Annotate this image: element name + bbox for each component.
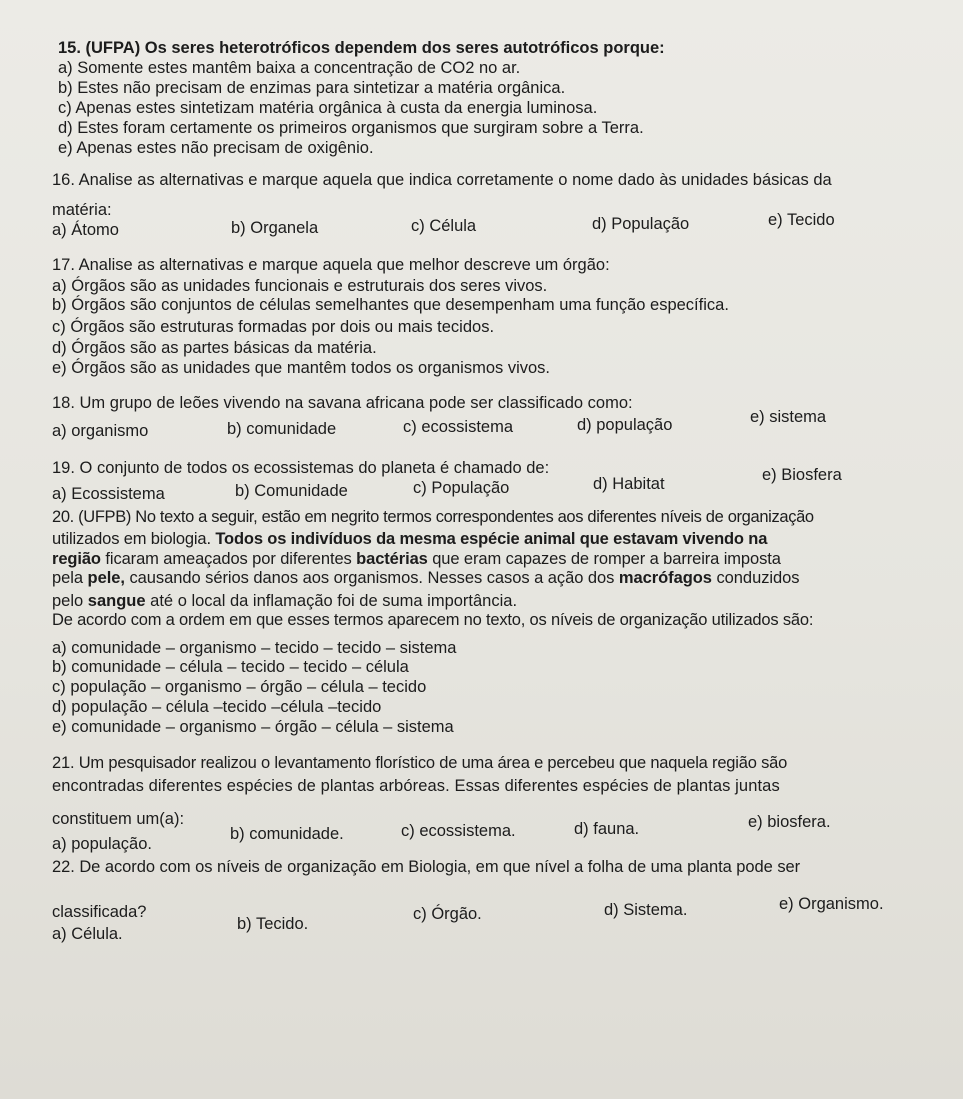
q20-line3 [52,549,781,569]
q20-line5 [52,591,517,611]
q16-stem-line2: matéria: [52,201,112,219]
q21-line2: encontradas diferentes espécies de plantas arbóreas. Essas diferentes espécies de plantas juntas [52,777,780,795]
q15-option-c: c) Apenas estes sintetizam matéria orgânica à custa da energia luminosa. [58,99,598,117]
q21-option-a: a) população. [52,835,152,853]
q21-line3: constituem um(a): [52,810,185,828]
q17-option-e: e) Órgãos são as unidades que mantêm todos os organismos vivos. [52,359,551,377]
q15-option-b: b) Estes não precisam de enzimas para sintetizar a matéria orgânica. [58,79,566,97]
q22-option-a: a) Célula. [52,925,123,943]
q22-option-d: d) Sistema. [604,901,688,919]
q21-line1: 21. Um pesquisador realizou o levantamento florístico de uma área e percebeu que naquela região são [52,754,788,772]
q21-option-d: d) fauna. [574,820,640,838]
q19-stem: 19. O conjunto de todos os ecossistemas do planeta é chamado de: [52,459,550,477]
q16-option-a: a) Átomo [52,221,119,239]
q20-line3-text2: que eram capazes de romper a barreira imposta [432,550,781,568]
q20-line4-text3: conduzidos [716,569,800,587]
q19-option-e: e) Biosfera [762,466,842,484]
q17-option-a: a) Órgãos são as unidades funcionais e estruturais dos seres vivos. [52,277,548,295]
q17-option-c: c) Órgãos são estruturas formadas por dois ou mais tecidos. [52,318,495,336]
q20-option-e: e) comunidade – organismo – órgão – célula – sistema [52,718,454,736]
q20-bold-pele: pele, [87,569,125,587]
q22-option-c: c) Órgão. [413,905,482,923]
q19-option-d: d) Habitat [593,475,665,493]
q21-option-b: b) comunidade. [230,825,344,843]
q15-option-e: e) Apenas estes não precisam de oxigênio. [58,139,374,157]
q20-bold-sangue: sangue [87,592,146,610]
q20-line4-text1: pela [52,569,83,587]
q19-option-c: c) População [413,479,510,497]
q20-line5-text1: pelo [52,592,84,610]
q16-option-e: e) Tecido [768,211,835,229]
q15-option-a: a) Somente estes mantêm baixa a concentração de CO2 no ar. [58,59,521,77]
q20-line3-text1: ficaram ameaçados por diferentes [105,550,352,568]
q18-option-a: a) organismo [52,422,149,440]
q17-stem: 17. Analise as alternativas e marque aquela que melhor descreve um órgão: [52,256,610,274]
q20-line1: 20. (UFPB) No texto a seguir, estão em negrito termos correspondentes aos diferentes níveis de organização [52,508,814,526]
q22-line1: 22. De acordo com os níveis de organização em Biologia, em que nível a folha de uma planta pode ser [52,858,801,876]
q15-option-d: d) Estes foram certamente os primeiros organismos que surgiram sobre a Terra. [58,119,644,137]
q20-option-b: b) comunidade – célula – tecido – tecido – célula [52,658,409,676]
q20-option-c: c) população – organismo – órgão – célula – tecido [52,678,427,696]
q16-option-c: c) Célula [411,217,477,235]
q20-line2-text: utilizados em biologia. [52,530,211,548]
q16-stem-line1: 16. Analise as alternativas e marque aquela que indica corretamente o nome dado às unidades básicas da [52,171,832,189]
q20-bold-regiao: região [52,550,101,568]
q22-line2: classificada? [52,903,147,921]
q20-bold-population-phrase: Todos os indivíduos da mesma espécie animal que estavam vivendo na [215,530,768,548]
q20-bold-macrofagos: macrófagos [618,569,712,587]
q18-option-e: e) sistema [750,408,827,426]
q18-option-b: b) comunidade [227,420,337,438]
q20-bold-bacterias: bactérias [356,550,428,568]
q15-stem: 15. (UFPA) Os seres heterotróficos dependem dos seres autotróficos porque: [58,39,665,57]
q18-option-c: c) ecossistema [403,418,514,436]
q20-line4-text2: causando sérios danos aos organismos. Nesses casos a ação dos [129,569,615,587]
q20-option-a: a) comunidade – organismo – tecido – tecido – sistema [52,639,457,657]
q17-option-d: d) Órgãos são as partes básicas da matéria. [52,339,377,357]
q16-option-b: b) Organela [231,219,319,237]
q20-line4 [52,568,799,588]
q18-stem: 18. Um grupo de leões vivendo na savana africana pode ser classificado como: [52,394,633,412]
q19-option-b: b) Comunidade [235,482,348,500]
q20-line5-text2: até o local da inflamação foi de suma importância. [150,592,518,610]
q22-option-b: b) Tecido. [237,915,309,933]
q21-option-c: c) ecossistema. [401,822,516,840]
q18-option-d: d) população [577,416,673,434]
q16-option-d: d) População [592,215,690,233]
q21-option-e: e) biosfera. [748,813,831,831]
q22-option-e: e) Organismo. [779,895,884,913]
q20-option-d: d) população – célula –tecido –célula –tecido [52,698,382,716]
q19-option-a: a) Ecossistema [52,485,165,503]
q20-line2 [52,529,767,549]
q20-line6: De acordo com a ordem em que esses termos aparecem no texto, os níveis de organização utilizados são: [52,611,814,629]
q17-option-b: b) Órgãos são conjuntos de células semelhantes que desempenham uma função específica. [52,296,729,314]
